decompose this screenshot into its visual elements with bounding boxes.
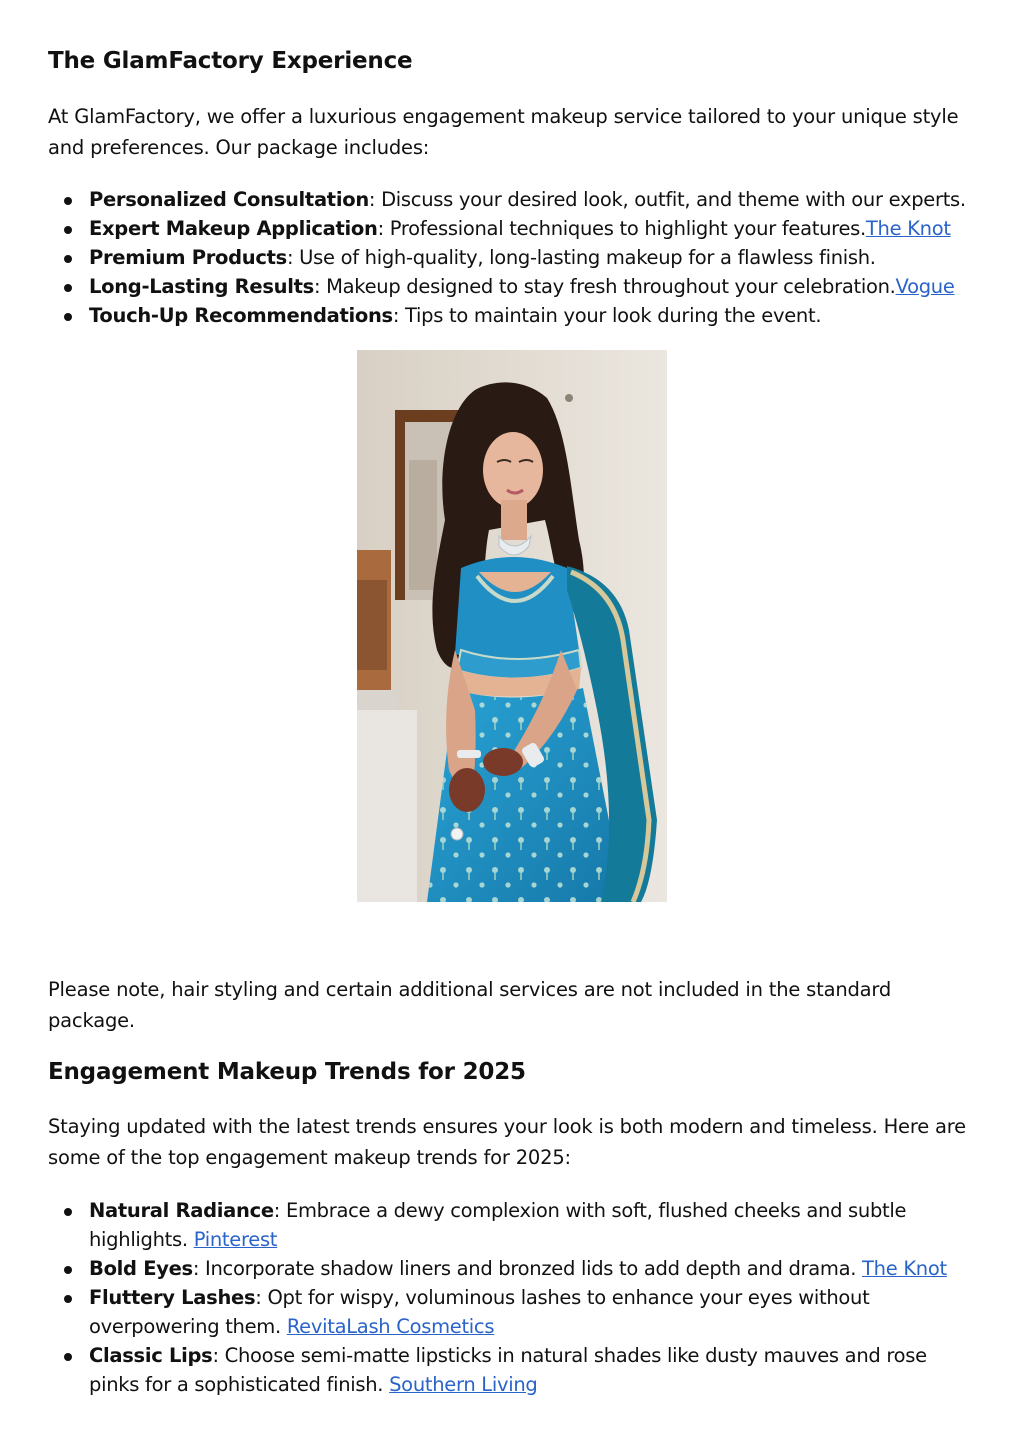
list-item [48,301,1008,330]
list-item [48,272,1008,301]
list-item-label: Classic Lips [89,1344,213,1367]
list-item-text: : Incorporate shadow liners and bronzed lids to add depth and drama. [192,1257,863,1280]
section-heading-trends: Engagement Makeup Trends for 2025 [48,1059,526,1085]
list-item-label: Long-Lasting Results [89,275,314,298]
list-item-text: : Tips to maintain your look during the event. [392,304,822,327]
list-item [48,214,1008,243]
list-item-text: : Discuss your desired look, outfit, and theme with our experts. [368,188,966,211]
section-heading-experience: The GlamFactory Experience [48,48,413,74]
list-item-text: : Opt for wispy, voluminous lashes to enhance your eyes without overpowering them. [89,1286,870,1338]
source-link[interactable]: The Knot [862,1257,947,1280]
list-item [48,1254,978,1283]
list-item [48,1341,978,1399]
list-item [48,243,1008,272]
list-item-text: : Embrace a dewy complexion with soft, flushed cheeks and subtle highlights. [89,1199,907,1251]
list-item [48,1196,978,1254]
list-item-label: Personalized Consultation [89,188,369,211]
source-link[interactable]: Southern Living [389,1373,538,1396]
list-item-text: : Makeup designed to stay fresh throughout your celebration. [313,275,896,298]
list-item-label: Natural Radiance [89,1199,274,1222]
list-item-label: Expert Makeup Application [89,217,378,240]
experience-intro-paragraph: At GlamFactory, we offer a luxurious engagement makeup service tailored to your unique style and preferences. Our package includes: [48,105,959,159]
package-list [48,185,1008,330]
source-link[interactable]: Pinterest [193,1228,278,1251]
list-item-text: : Choose semi-matte lipsticks in natural shades like dusty mauves and rose pinks for a sophisticated finish. [89,1344,927,1396]
bride-photo [357,350,667,902]
trends-list [48,1196,978,1399]
list-item-text: : Professional techniques to highlight your features. [377,217,866,240]
list-item [48,1283,978,1341]
list-item [48,185,1008,214]
package-note: Please note, hair styling and certain additional services are not included in the standard package. [48,978,892,1032]
list-item-label: Bold Eyes [89,1257,193,1280]
source-link[interactable]: The Knot [865,217,951,240]
list-item-text: : Use of high-quality, long-lasting makeup for a flawless finish. [286,246,876,269]
list-item-label: Fluttery Lashes [89,1286,256,1309]
list-item-label: Touch-Up Recommendations [89,304,393,327]
source-link[interactable]: Vogue [895,275,955,298]
bride-photo-illustration [357,350,667,902]
trends-intro-paragraph: Staying updated with the latest trends ensures your look is both modern and timeless. Here are some of the top engagement makeup trends for 2025: [48,1115,966,1169]
list-item-label: Premium Products [89,246,287,269]
source-link[interactable]: RevitaLash Cosmetics [286,1315,495,1338]
